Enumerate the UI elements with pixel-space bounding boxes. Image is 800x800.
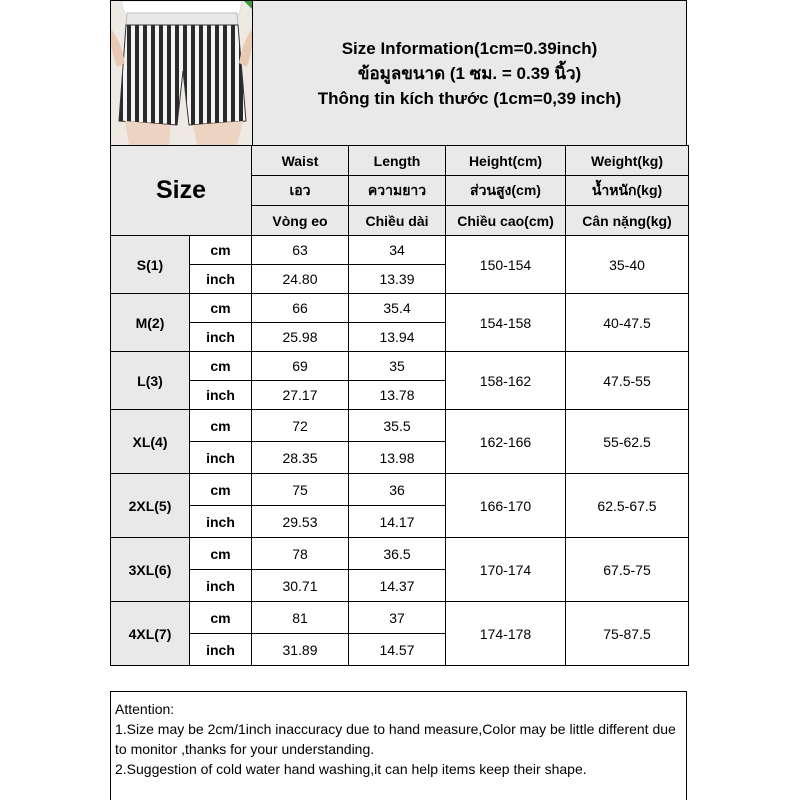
size-information-title xyxy=(253,1,686,145)
weight-range: 35-40 xyxy=(566,236,689,294)
length-cm-value: 35 xyxy=(349,352,446,381)
attention-notes xyxy=(110,691,687,800)
header-panel xyxy=(110,0,687,146)
unit-label-inch: inch xyxy=(190,265,252,294)
waist-cm-value: 66 xyxy=(252,294,349,323)
table-row xyxy=(111,474,689,506)
size-label: 4XL(7) xyxy=(111,602,190,666)
column-header-height: Height(cm) xyxy=(446,146,566,176)
length-inch-value: 13.98 xyxy=(349,442,446,474)
column-header-height-thai: ส่วนสูง(cm) xyxy=(446,176,566,206)
column-header-length: Length xyxy=(349,146,446,176)
column-header-waist-thai: เอว xyxy=(252,176,349,206)
unit-label-cm: cm xyxy=(190,236,252,265)
striped-shorts-image xyxy=(111,1,252,145)
length-cm-value: 35.5 xyxy=(349,410,446,442)
length-cm-value: 36.5 xyxy=(349,538,446,570)
column-header-weight-vietnamese: Cân nặng(kg) xyxy=(566,206,689,236)
waist-cm-value: 75 xyxy=(252,474,349,506)
height-range: 162-166 xyxy=(446,410,566,474)
waist-cm-value: 78 xyxy=(252,538,349,570)
waist-inch-value: 25.98 xyxy=(252,323,349,352)
unit-label-inch: inch xyxy=(190,442,252,474)
size-column-header: Size xyxy=(111,146,252,236)
waist-inch-value: 28.35 xyxy=(252,442,349,474)
attention-note-1: 1.Size may be 2cm/1inch inaccuracy due to hand measure,Color may be little different due to monitor ,thanks for your understanding. xyxy=(115,721,676,757)
size-label: 2XL(5) xyxy=(111,474,190,538)
column-header-height-vietnamese: Chiều cao(cm) xyxy=(446,206,566,236)
title-thai: ข้อมูลขนาด (1 ซม. = 0.39 นิ้ว) xyxy=(357,63,582,83)
size-label: L(3) xyxy=(111,352,190,410)
table-row xyxy=(111,236,689,265)
title-vietnamese: Thông tin kích thước (1cm=0,39 inch) xyxy=(317,88,622,108)
unit-label-cm: cm xyxy=(190,410,252,442)
length-cm-value: 34 xyxy=(349,236,446,265)
length-inch-value: 13.39 xyxy=(349,265,446,294)
weight-range: 75-87.5 xyxy=(566,602,689,666)
size-table xyxy=(110,145,689,666)
weight-range: 40-47.5 xyxy=(566,294,689,352)
weight-range: 67.5-75 xyxy=(566,538,689,602)
table-row xyxy=(111,352,689,381)
column-header-length-vietnamese: Chiều dài xyxy=(349,206,446,236)
unit-label-inch: inch xyxy=(190,506,252,538)
waist-inch-value: 24.80 xyxy=(252,265,349,294)
waist-inch-value: 31.89 xyxy=(252,634,349,666)
height-range: 158-162 xyxy=(446,352,566,410)
length-inch-value: 13.94 xyxy=(349,323,446,352)
waist-inch-value: 29.53 xyxy=(252,506,349,538)
waist-cm-value: 81 xyxy=(252,602,349,634)
waist-cm-value: 69 xyxy=(252,352,349,381)
column-header-length-thai: ความยาว xyxy=(349,176,446,206)
weight-range: 62.5-67.5 xyxy=(566,474,689,538)
column-header-waist: Waist xyxy=(252,146,349,176)
column-header-weight-thai: น้ำหนัก(kg) xyxy=(566,176,689,206)
unit-label-cm: cm xyxy=(190,352,252,381)
size-label: M(2) xyxy=(111,294,190,352)
height-range: 166-170 xyxy=(446,474,566,538)
column-header-weight: Weight(kg) xyxy=(566,146,689,176)
height-range: 154-158 xyxy=(446,294,566,352)
unit-label-cm: cm xyxy=(190,602,252,634)
attention-note-2: 2.Suggestion of cold water hand washing,it can help items keep their shape. xyxy=(115,761,587,777)
unit-label-cm: cm xyxy=(190,294,252,323)
length-cm-value: 37 xyxy=(349,602,446,634)
attention-heading: Attention: xyxy=(115,701,175,717)
table-row xyxy=(111,602,689,634)
table-row xyxy=(111,538,689,570)
weight-range: 55-62.5 xyxy=(566,410,689,474)
length-inch-value: 14.37 xyxy=(349,570,446,602)
length-inch-value: 13.78 xyxy=(349,381,446,410)
table-row xyxy=(111,294,689,323)
title-english: Size Information(1cm=0.39inch) xyxy=(341,38,598,58)
table-row xyxy=(111,410,689,442)
waist-inch-value: 30.71 xyxy=(252,570,349,602)
size-label: S(1) xyxy=(111,236,190,294)
unit-label-cm: cm xyxy=(190,474,252,506)
unit-label-inch: inch xyxy=(190,323,252,352)
length-cm-value: 36 xyxy=(349,474,446,506)
waist-cm-value: 63 xyxy=(252,236,349,265)
size-chart-sheet xyxy=(110,0,689,800)
height-range: 150-154 xyxy=(446,236,566,294)
length-cm-value: 35.4 xyxy=(349,294,446,323)
length-inch-value: 14.57 xyxy=(349,634,446,666)
height-range: 170-174 xyxy=(446,538,566,602)
weight-range: 47.5-55 xyxy=(566,352,689,410)
header-row-english xyxy=(111,146,689,176)
unit-label-cm: cm xyxy=(190,538,252,570)
size-label: XL(4) xyxy=(111,410,190,474)
column-header-waist-vietnamese: Vòng eo xyxy=(252,206,349,236)
unit-label-inch: inch xyxy=(190,381,252,410)
waist-inch-value: 27.17 xyxy=(252,381,349,410)
unit-label-inch: inch xyxy=(190,570,252,602)
unit-label-inch: inch xyxy=(190,634,252,666)
height-range: 174-178 xyxy=(446,602,566,666)
length-inch-value: 14.17 xyxy=(349,506,446,538)
waist-cm-value: 72 xyxy=(252,410,349,442)
size-label: 3XL(6) xyxy=(111,538,190,602)
product-photo xyxy=(111,1,253,145)
